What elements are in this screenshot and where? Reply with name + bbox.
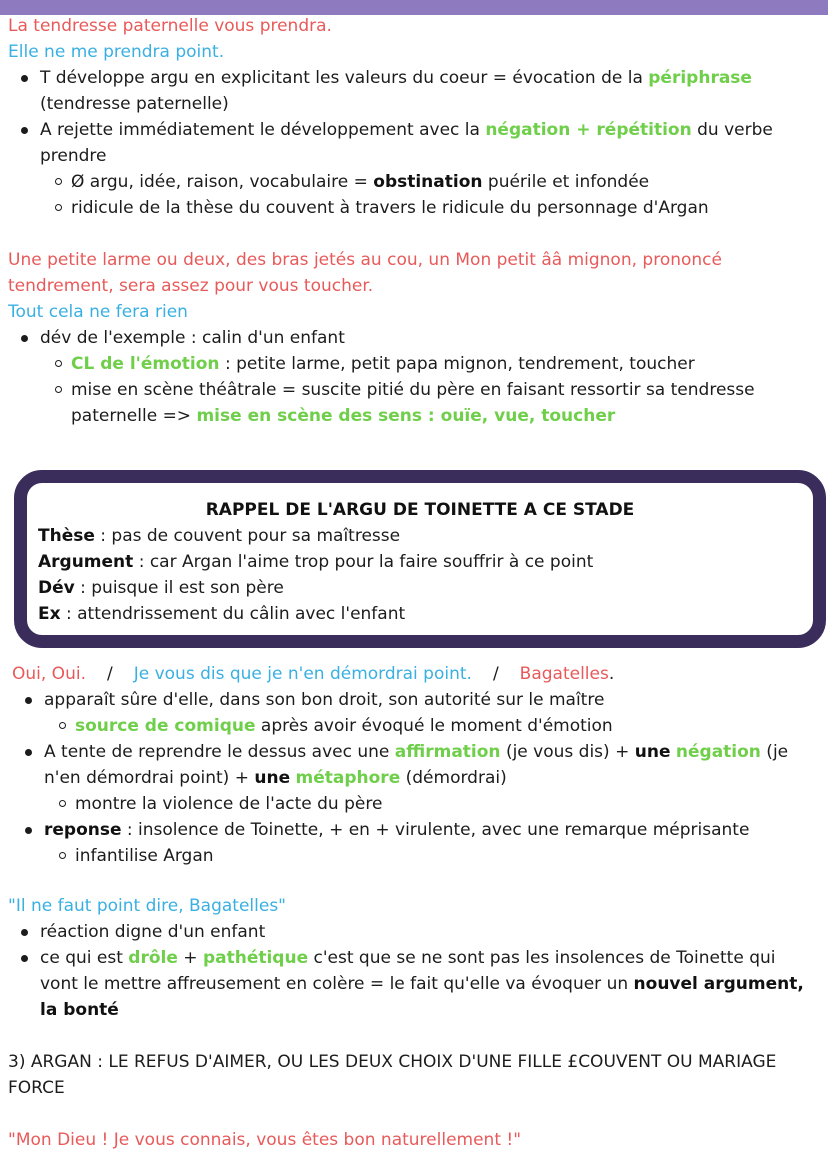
quote-toinette: La tendresse paternelle vous prendra. — [8, 16, 332, 36]
list-item: mise en scène théâtrale = suscite pitié du père en faisant ressortir sa tendresse paternelle => mise en scène des sens : ouïe, vue, toucher — [8, 377, 818, 429]
section-argan-refus — [8, 1049, 818, 1101]
list-item: Ø argu, idée, raison, vocabulaire = obstination puérile et infondée — [8, 169, 818, 195]
list-item: dév de l'exemple : calin d'un enfant — [8, 325, 818, 351]
bullet-list — [8, 325, 818, 429]
recap-title: RAPPEL DE L'ARGU DE TOINETTE A CE STADE — [205, 500, 635, 520]
list-item: CL de l'émotion : petite larme, petit papa mignon, tendrement, toucher — [8, 351, 818, 377]
recap-lines — [38, 523, 593, 627]
list-item: réaction digne d'un enfant — [8, 919, 818, 945]
list-item: montre la violence de l'acte du père — [12, 791, 818, 817]
list-item: A rejette immédiatement le développement avec la négation + répétition du verbe prendre — [8, 117, 818, 169]
quote-toinette: Une petite larme ou deux, des bras jetés au cou, un Mon petit ââ mignon, prononcé tendrement, sera assez pour vous toucher. — [8, 250, 722, 296]
section-il-ne-faut — [8, 893, 818, 1023]
recap-these: Thèse : pas de couvent pour sa maîtresse — [38, 526, 401, 546]
list-item: reponse : insolence de Toinette, + en + virulente, avec une remarque méprisante — [12, 817, 818, 843]
bullet-list — [8, 919, 818, 1023]
recap-dev: Dév : puisque il est son père — [38, 578, 284, 598]
section-larme — [8, 247, 818, 429]
recap-box — [14, 470, 826, 648]
list-item: infantilise Argan — [12, 843, 818, 869]
list-item: ce qui est drôle + pathétique c'est que se ne sont pas les insolences de Toinette qui vont le mettre affreusement en colère = le fait qu'elle va évoquer un nouvel argument, la bonté — [8, 945, 818, 1023]
section-bagatelles — [12, 661, 818, 869]
list-item: source de comique après avoir évoqué le moment d'émotion — [12, 713, 818, 739]
list-item: A tente de reprendre le dessus avec une affirmation (je vous dis) + une négation (je n'en démordrai point) + une métaphore (démordrai) — [12, 739, 818, 791]
bullet-list — [12, 687, 818, 869]
list-item: T développe argu en explicitant les valeurs du coeur = évocation de la périphrase (tendresse paternelle) — [8, 65, 818, 117]
section-tendresse — [8, 13, 818, 221]
bullet-list — [8, 65, 818, 221]
list-item: apparaît sûre d'elle, dans son bon droit, son autorité sur le maître — [12, 687, 818, 713]
list-item: ridicule de la thèse du couvent à travers le ridicule du personnage d'Argan — [8, 195, 818, 221]
quote-argan: Tout cela ne fera rien — [8, 302, 188, 322]
quote-argan: Elle ne me prendra point. — [8, 42, 225, 62]
section-heading: 3) ARGAN : LE REFUS D'AIMER, OU LES DEUX CHOIX D'UNE FILLE £COUVENT OU MARIAGE FORCE — [8, 1052, 777, 1098]
recap-argument: Argument : car Argan l'aime trop pour la faire souffrir à ce point — [38, 552, 594, 572]
recap-ex: Ex : attendrissement du câlin avec l'enfant — [38, 604, 406, 624]
quote-argan: "Il ne faut point dire, Bagatelles" — [8, 896, 286, 916]
quote-line: Oui, Oui. / Je vous dis que je n'en démordrai point. / Bagatelles. — [12, 664, 615, 684]
quote-toinette: "Mon Dieu ! Je vous connais, vous êtes bon naturellement !" — [8, 1130, 522, 1150]
